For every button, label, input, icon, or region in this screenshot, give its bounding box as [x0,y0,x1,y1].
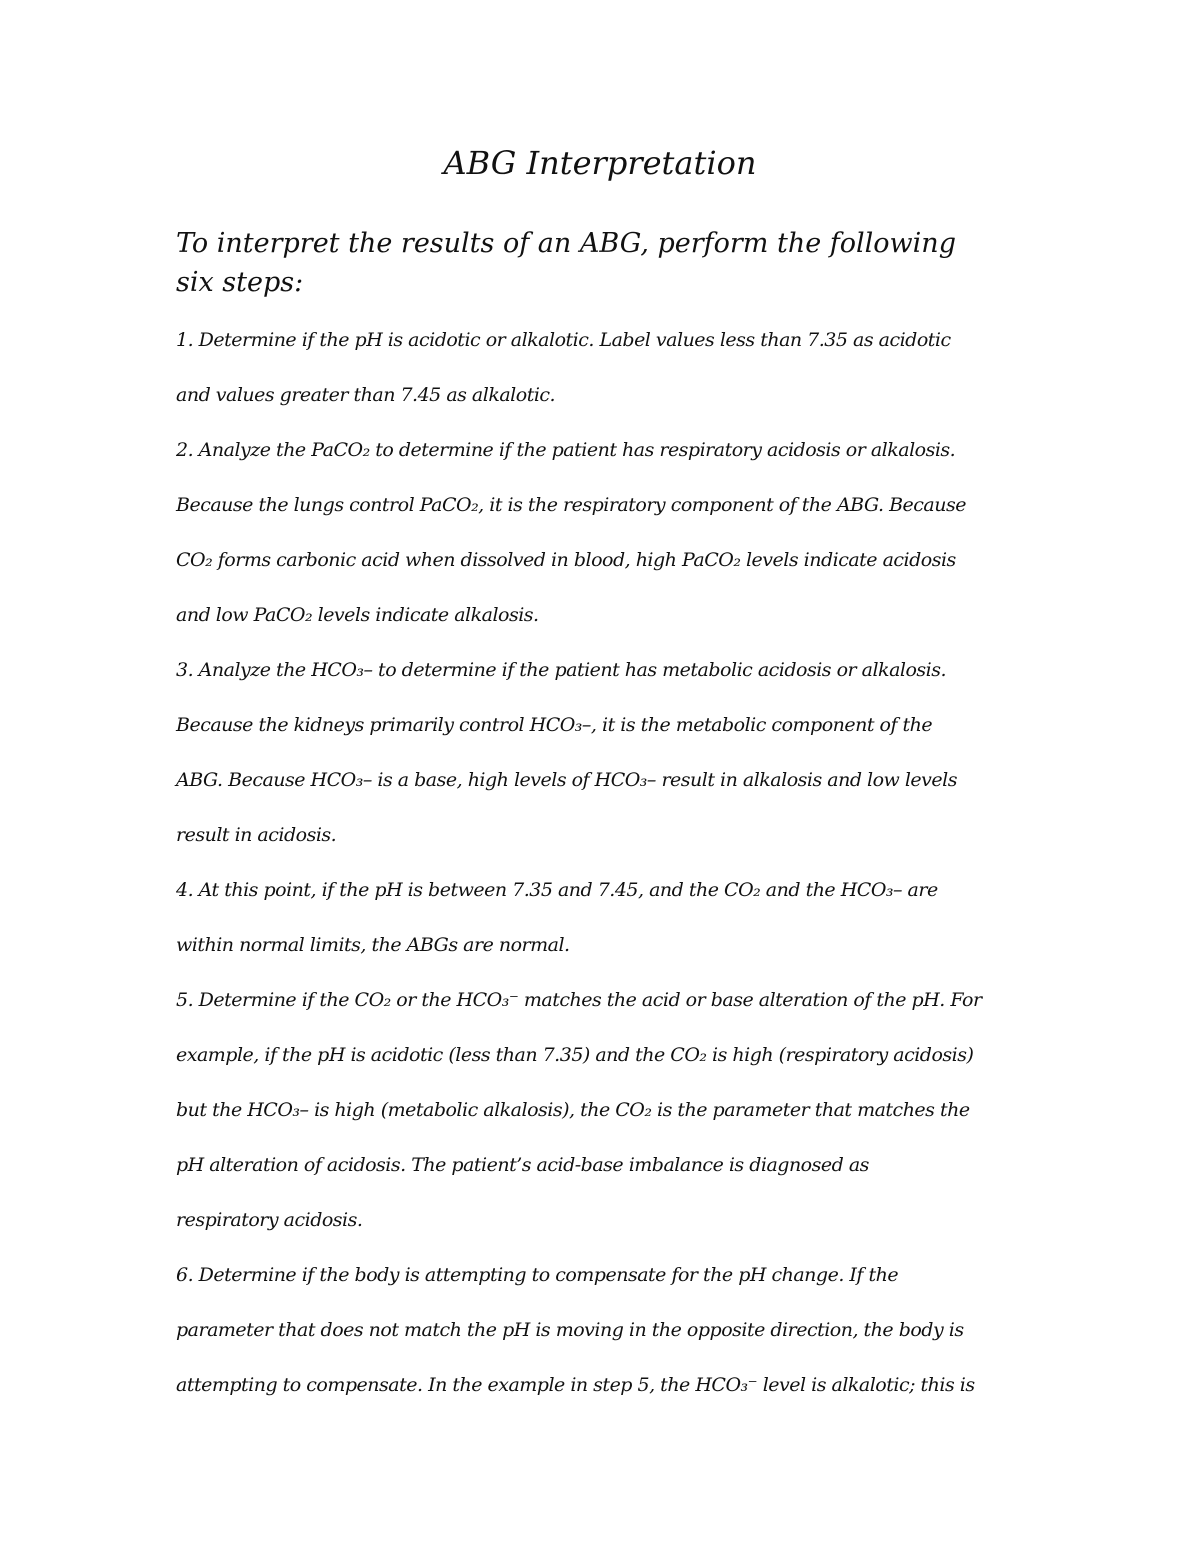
text-line: example, if the pH is acidotic (less than 7.35) and the CO₂ is high (respiratory acidosis) [176,1044,974,1066]
text-line: result in acidosis. [176,824,337,846]
text-line: 5. Determine if the CO₂ or the HCO₃⁻ matches the acid or base alteration of the pH. For [176,989,982,1011]
text-line: but the HCO₃– is high (metabolic alkalosis), the CO₂ is the parameter that matches the [176,1099,970,1121]
intro-heading: To interpret the results of an ABG, perform the following six steps: [176,228,956,298]
text-line: pH alteration of acidosis. The patient’s acid-base imbalance is diagnosed as [176,1154,869,1176]
text-line: 4. At this point, if the pH is between 7.35 and 7.45, and the CO₂ and the HCO₃– are [176,879,938,901]
text-line: 1. Determine if the pH is acidotic or alkalotic. Label values less than 7.35 as acidotic [176,329,951,351]
text-line: 6. Determine if the body is attempting to compensate for the pH change. If the [176,1264,899,1286]
text-line: attempting to compensate. In the example in step 5, the HCO₃⁻ level is alkalotic; this is [176,1374,975,1396]
text-line: and values greater than 7.45 as alkalotic. [176,384,556,406]
text-line: CO₂ forms carbonic acid when dissolved in blood, high PaCO₂ levels indicate acidosis [176,549,956,571]
text-line: 3. Analyze the HCO₃– to determine if the patient has metabolic acidosis or alkalosis. [176,659,947,681]
document-title: ABG Interpretation [443,144,757,182]
text-line: Because the lungs control PaCO₂, it is the respiratory component of the ABG. Because [176,494,966,516]
text-line: and low PaCO₂ levels indicate alkalosis. [176,604,539,626]
steps-body [176,317,1026,1417]
text-line: 2. Analyze the PaCO₂ to determine if the patient has respiratory acidosis or alkalosis. [176,439,956,461]
text-line: Because the kidneys primarily control HCO₃–, it is the metabolic component of the [176,714,933,736]
text-line: ABG. Because HCO₃– is a base, high levels of HCO₃– result in alkalosis and low levels [176,769,957,791]
text-line: within normal limits, the ABGs are normal. [176,934,570,956]
text-line: parameter that does not match the pH is moving in the opposite direction, the body is [176,1319,964,1341]
text-line: respiratory acidosis. [176,1209,363,1231]
